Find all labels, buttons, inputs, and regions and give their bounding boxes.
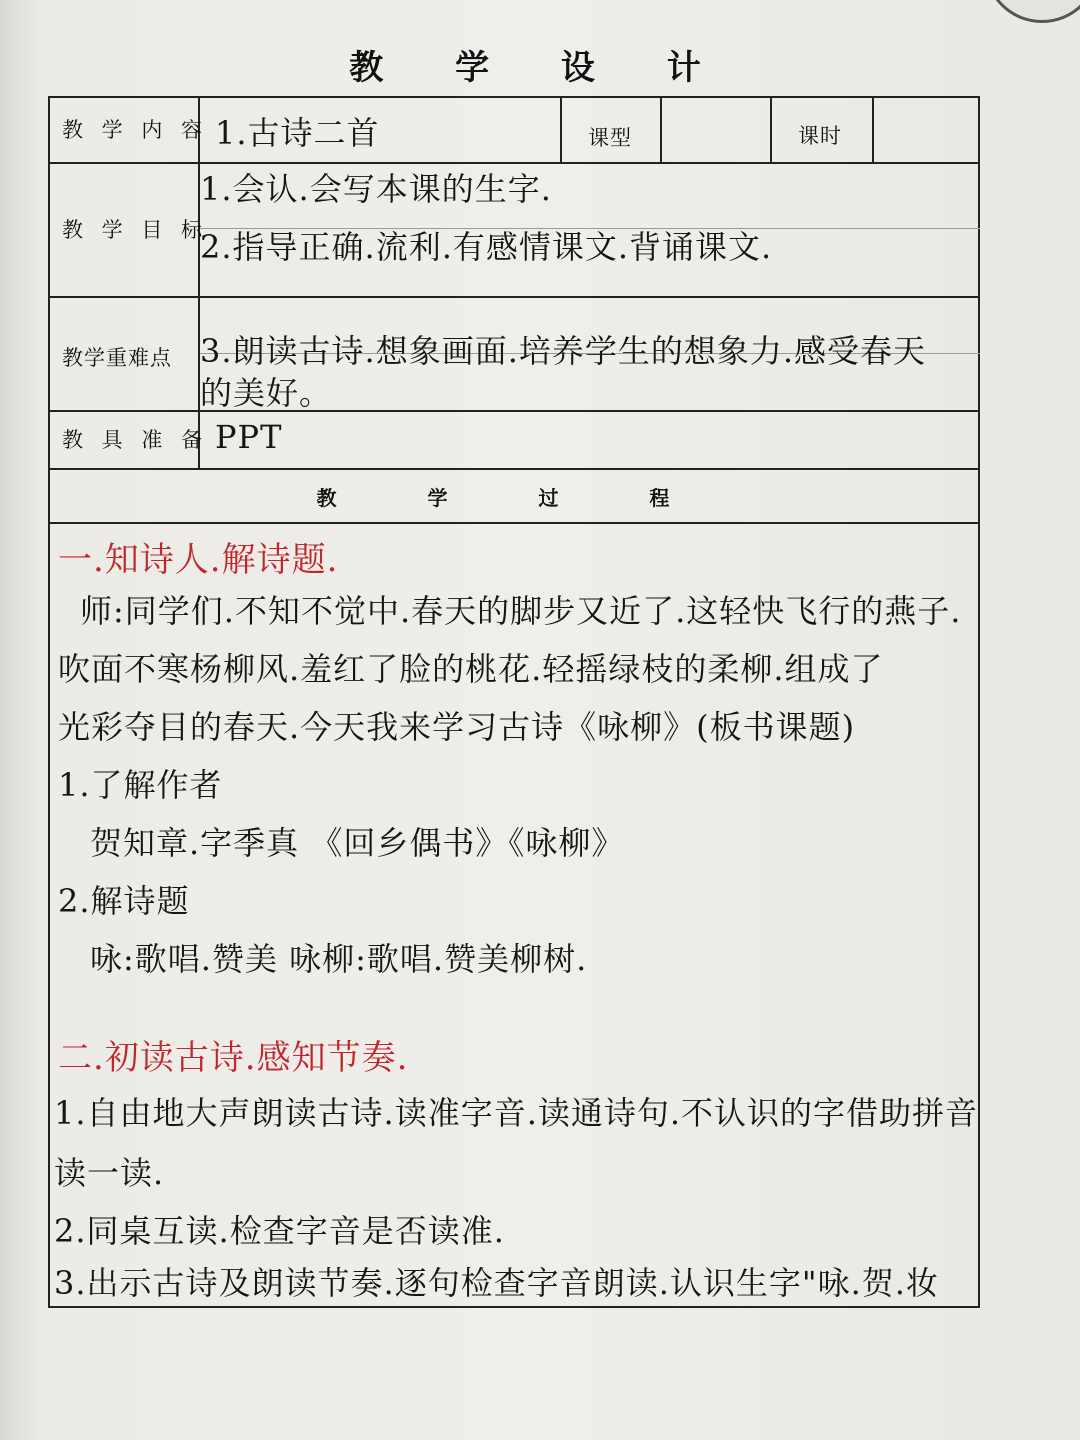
type-value-divider <box>660 98 662 162</box>
page-title: 教 学 设 计 <box>349 48 731 88</box>
tools-label: 教 具 准 备 <box>62 428 209 452</box>
process-line: 贺知章.字季真 《回乡偶书》《咏柳》 <box>90 824 625 862</box>
content-value: 1.古诗二首 <box>215 114 380 152</box>
type-column-divider <box>560 98 562 162</box>
row-divider <box>50 468 978 470</box>
process-line: 3.出示古诗及朗读节奏.逐句检查字音朗读.认识生字"咏.贺.妆 <box>54 1264 939 1302</box>
process-line: 1.了解作者 <box>58 766 223 804</box>
process-section-heading: 二.初读古诗.感知节奏. <box>58 1038 409 1078</box>
process-line: 2.解诗题 <box>58 882 190 920</box>
row-divider <box>50 296 978 298</box>
objectives-label: 教 学 目 标 <box>62 218 209 242</box>
process-title: 教 学 过 程 <box>316 486 712 510</box>
content-label: 教 学 内 容 <box>62 118 209 142</box>
process-line: 咏:歌唱.赞美 咏柳:歌唱.赞美柳树. <box>90 940 588 978</box>
process-section-heading: 一.知诗人.解诗题. <box>58 540 339 580</box>
objective-line: 1.会认.会写本课的生字. <box>200 170 552 208</box>
process-line: 1.自由地大声朗读古诗.读准字音.读通诗句.不认识的字借助拼音 <box>54 1094 979 1132</box>
hours-value-divider <box>872 98 874 162</box>
objective-line: 2.指导正确.流利.有感情课文.背诵课文. <box>200 228 773 266</box>
row-divider <box>50 410 978 412</box>
row-divider <box>50 522 978 524</box>
key-point-line: 的美好。 <box>200 374 333 412</box>
lesson-plan-table <box>48 96 980 1308</box>
lesson-type-label: 课型 <box>588 126 632 150</box>
process-line: 吹面不寒杨柳风.羞红了脸的桃花.轻摇绿枝的柔柳.组成了 <box>58 650 884 688</box>
class-hours-label: 课时 <box>798 124 842 148</box>
corner-seal <box>984 0 1080 23</box>
key-point-line: 3.朗读古诗.想象画面.培养学生的想象力.感受春天 <box>200 332 927 370</box>
process-line: 师:同学们.不知不觉中.春天的脚步又近了.这轻快飞行的燕子. <box>80 592 962 630</box>
hours-column-divider <box>770 98 772 162</box>
process-line: 2.同桌互读.检查字音是否读准. <box>54 1212 505 1250</box>
process-line: 光彩夺目的春天.今天我来学习古诗《咏柳》(板书课题) <box>58 708 856 746</box>
tools-value: PPT <box>215 418 283 456</box>
key-points-label: 教学重难点 <box>62 346 172 370</box>
process-line: 读一读. <box>54 1154 165 1192</box>
